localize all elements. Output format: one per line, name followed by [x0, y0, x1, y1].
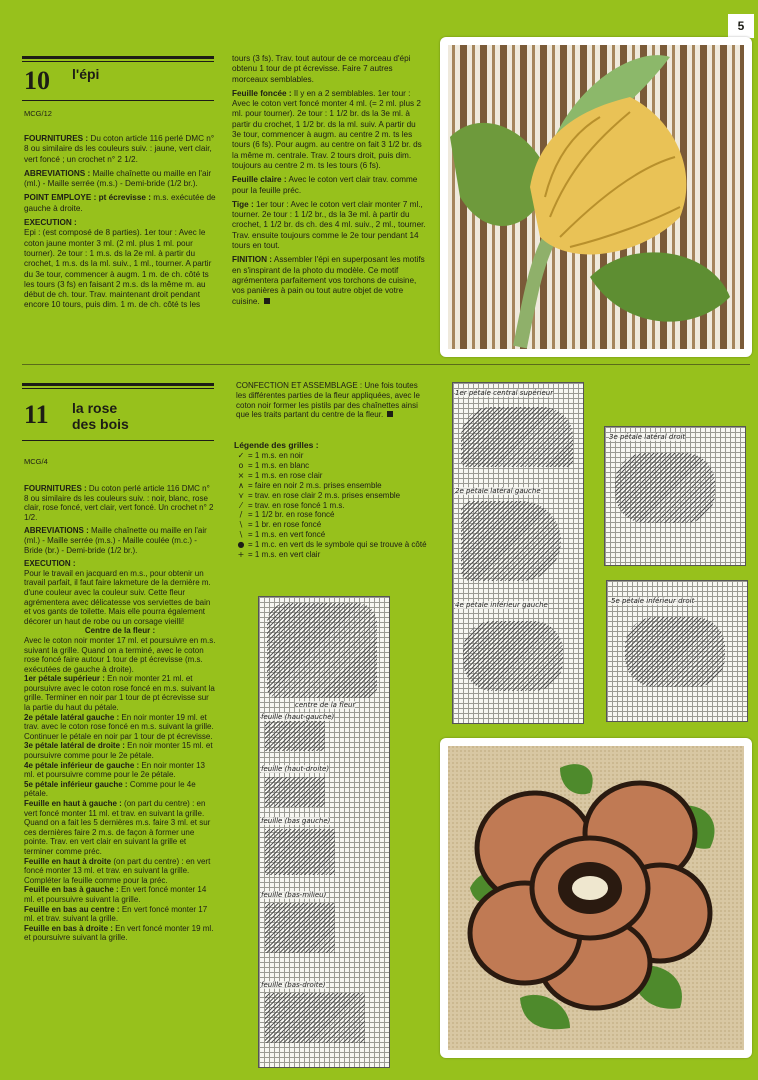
legend-item	[234, 520, 430, 530]
reference-code: MCG/4	[24, 457, 48, 466]
end-mark	[387, 411, 393, 417]
grid-label: feuille (haut-gauche)	[261, 713, 335, 721]
pattern-block	[265, 777, 325, 807]
chart-grid-centre-leaves	[258, 596, 390, 1068]
body-text: En vert foncé monter 14 ml. et poursuivre suivant la grille.	[24, 885, 207, 904]
grid-label: 1er pétale central supérieur	[455, 389, 554, 397]
legend-rows	[234, 451, 430, 560]
label: Tige :	[232, 199, 254, 209]
label: Feuille en bas à gauche :	[24, 885, 119, 895]
legend-item	[234, 491, 430, 501]
section10-col2	[232, 54, 427, 311]
body-text: Maille chaînette ou maille en l'air (ml.) - Maille serrée (m.s.) - Demi-bride (1/2 br.).	[24, 168, 212, 189]
pattern-block	[463, 621, 563, 691]
body-text: En noir monter 21 ml. et poursuivre avec le coton rose foncé en m.s. suivant la grille. Terminer en noir par 1 tour de pt écrevisse sur la partie du haut du pétale.	[24, 674, 215, 713]
section-divider	[22, 364, 750, 365]
legend-item	[234, 501, 430, 511]
legend-symbol: ∧	[238, 480, 244, 490]
legend-title: Légende des grilles :	[234, 440, 319, 450]
chart-grid-petal-5	[606, 580, 748, 722]
label: POINT EMPLOYE : pt écrevisse :	[24, 193, 151, 203]
section11-col1	[24, 484, 216, 943]
rose-photo-illustration	[440, 738, 752, 1058]
body-text: En vert foncé monter 19 ml. et poursuivre suivant la grille.	[24, 923, 214, 943]
legend-symbol: \	[239, 520, 243, 530]
reference-code: MCG/12	[24, 109, 52, 118]
body-text: Assembler l'épi en superposant les motifs en s'inspirant de la photo du modèle. Ce motif agrémentera parfaitement vos torchons de cuisine, vos panières à pain ou tout autre objet de votre cuisine.	[232, 255, 425, 306]
grid-label: 4e pétale inférieur gauche	[455, 601, 548, 609]
legend-text: = 1 m.s. en noir	[248, 451, 304, 460]
legend-text: = 1 br. en rose foncé	[248, 520, 322, 530]
grid-label: 2e pétale latéral gauche	[455, 487, 541, 495]
rule	[22, 56, 214, 59]
photo-rose	[440, 738, 752, 1058]
legend-text: = trav. en rose foncé 1 m.s.	[248, 500, 345, 510]
confection-text	[236, 381, 428, 420]
label: Centre de la fleur :	[84, 626, 156, 636]
pattern-block	[265, 903, 335, 953]
grid-label: feuille (bas-milieu)	[261, 891, 327, 899]
label: Feuille en bas à droite :	[24, 923, 113, 933]
label: Feuille en haut à gauche :	[24, 799, 122, 808]
legend-symbol: ⁄	[240, 500, 242, 510]
body-text: Pour le travail en jacquard en m.s., pour obtenir un travail parfait, il faut faire lakmeture de la dernière m. d'une couleur avec la couleur suiv. Cette fleur agrémentera avec délicatesse vos serviettes de bain et vos gants de toilette. Mais elle pourra également décorer un haut de robe ou un corsage vieilli!	[24, 568, 211, 626]
label: 4e pétale inférieur de gauche :	[24, 760, 140, 770]
legend-text: = faire en noir 2 m.s. prises ensemble	[248, 480, 382, 490]
legend-item	[234, 510, 430, 520]
label: 5e pétale inférieur gauche :	[24, 779, 128, 789]
body-text: tours (3 fs). Trav. tout autour de ce morceau d'épi obtenu 1 tour de pt écrevisse. Faire 7 autres morceaux semblables.	[232, 54, 411, 84]
label: FOURNITURES :	[24, 134, 89, 143]
legend-text: = 1 m.s. en vert clair	[248, 550, 321, 560]
legend-item	[234, 461, 430, 471]
grid-legend	[234, 440, 430, 560]
label: ABREVIATIONS :	[24, 526, 89, 536]
body-text: CONFECTION ET ASSEMBLAGE : Une fois toutes les différentes parties de la fleur appliquées, avec le coton noir former les pistils par des chaînettes ainsi que les traits partant du centre de la fleur.	[236, 381, 420, 420]
pattern-block	[265, 993, 365, 1043]
legend-item	[234, 530, 430, 540]
rule	[22, 61, 214, 62]
legend-symbol: ●	[237, 540, 245, 550]
grid-label: feuille (haut-droite)	[261, 765, 330, 773]
legend-text: = 1 m.c. en vert ds le symbole qui se trouve à côté	[248, 540, 427, 550]
legend-item	[234, 451, 430, 461]
body-text: 1er tour : Avec le coton vert clair monter 7 ml., tourner. 2e tour : 1 1/2 br., ds la 3e ml. à partir du crochet, 1 1/2 br. ds ch. des 4 ml. suiv., 2 ml., tourner. Trav. ensuite toujours comme le 2e tour pendant 14 tours en tout.	[232, 199, 426, 251]
label: FINITION :	[232, 255, 273, 265]
body-text: Avec le coton vert clair trav. comme pour la feuille préc.	[232, 175, 418, 195]
legend-text: = trav. en rose clair 2 m.s. prises ensemble	[248, 490, 401, 500]
label: Feuille en haut à droite	[24, 856, 112, 866]
label: 1er pétale supérieur :	[24, 674, 105, 684]
label: Feuille foncée :	[232, 88, 292, 98]
legend-item	[234, 540, 430, 550]
rule	[22, 100, 214, 101]
section-title	[72, 400, 129, 432]
grid-label: 5e pétale inférieur droit	[611, 597, 695, 605]
pattern-block	[461, 407, 573, 467]
label: 2e pétale latéral gauche :	[24, 712, 120, 722]
label: ABREVIATIONS :	[24, 168, 91, 178]
body-text: Comme pour le 4e pétale.	[24, 779, 196, 799]
section-number: 10	[24, 66, 50, 95]
legend-symbol: ⋎	[238, 490, 244, 500]
label: 3e pétale latéral de droite :	[24, 741, 125, 751]
body-text: Du coton perlé article 116 DMC n° 8 ou similaire ds les couleurs suiv. : noir, blanc, rose clair, rose foncé, vert clair, vert foncé. Un crochet n° 2 1/2.	[24, 484, 214, 522]
body-text: (on part du centre) : en vert foncé monter 13 ml. et trav. en suivant la grille. Compléter la feuille comme pour la préc.	[24, 856, 211, 885]
epi-photo-illustration	[440, 37, 752, 357]
legend-text: = 1 1/2 br. en rose foncé	[248, 510, 335, 520]
rule	[22, 388, 214, 389]
pattern-block	[461, 501, 561, 581]
label: Feuille claire :	[232, 175, 287, 185]
legend-symbol: +	[237, 550, 245, 560]
rule	[22, 440, 214, 441]
section10-col1	[24, 134, 216, 315]
title-line: des bois	[72, 416, 129, 432]
section-number: 11	[24, 400, 49, 429]
pattern-block	[615, 453, 715, 523]
photo-epi	[440, 37, 752, 357]
chart-grid-petal-3	[604, 426, 746, 566]
legend-symbol: \	[239, 530, 243, 540]
pattern-block	[625, 617, 725, 687]
page-number: 5	[728, 14, 754, 38]
legend-text: = 1 m.s. en blanc	[248, 460, 310, 470]
legend-symbol: o	[238, 460, 244, 470]
grid-label: feuille (bas-droite)	[261, 981, 326, 989]
chart-grid-petals-left	[452, 382, 584, 724]
end-mark	[264, 298, 270, 304]
legend-item	[234, 550, 430, 560]
legend-symbol: ✓	[237, 451, 245, 460]
label: EXECUTION :	[24, 559, 76, 569]
body-text: En vert foncé monter 17 ml. et trav. suivant la grille.	[24, 904, 208, 924]
body-text: Du coton article 116 perlé DMC n° 8 ou similaire ds les couleurs suiv. : jaune, vert clair, vert foncé ; un crochet n° 2 1/2.	[24, 134, 215, 164]
body-text: En noir monter 13 ml. et poursuivre comme pour le 2e pétale.	[24, 760, 205, 780]
grid-label: centre de la fleur	[295, 701, 356, 709]
body-text: Avec le coton noir monter 17 ml. et poursuivre en m.s. suivant la grille. Quand on a terminé, avec le coton rose foncé faire autour 1 tour de pt écrevisse (m.s. exécutées de gauche à droite).	[24, 635, 216, 674]
pattern-block	[265, 829, 335, 875]
body-text: En noir monter 15 ml. et poursuivre comme pour le 2e pétale.	[24, 741, 213, 761]
legend-item	[234, 471, 430, 481]
body-text: En noir monter 19 ml. et trav. avec le coton rose foncé en m.s. suivant la grille. Continuer le pétale en noir par 1 tour de pt écrevisse.	[24, 712, 214, 741]
label: FOURNITURES :	[24, 484, 87, 493]
legend-symbol: /	[239, 510, 243, 520]
body-text: Maille chaînette ou maille en l'air (ml.) - Maille serrée (m.s.) - Maille coulée (m.c.) - Bride (br.) - Demi-bride (1/2 br.).	[24, 526, 207, 555]
grid-label: 3e pétale latéral droit	[609, 433, 686, 441]
title-line: la rose	[72, 400, 118, 416]
body-text: m.s. exécutée de gauche à droite.	[24, 193, 216, 213]
pattern-block	[265, 721, 325, 751]
body-text: (on part du centre) : en vert foncé monter 11 ml. et trav. en suivant la grille. Quand on a fait les 5 dernières m.s. faire 3 ml. et sur ces dernières faire 2 m.s. de façon à former une pointe. Trav. en vert clair en suivant la grille et terminer comme préc.	[24, 799, 211, 856]
legend-text: = 1 m.s. en vert foncé	[248, 530, 326, 540]
legend-item	[234, 481, 430, 491]
legend-text: = 1 m.s. en rose clair	[248, 470, 323, 480]
grid-label: feuille (bas gauche)	[261, 817, 331, 825]
pattern-block	[267, 603, 377, 698]
label: Feuille en bas au centre :	[24, 904, 120, 914]
body-text: Epi : (est composé de 8 parties). 1er tour : Avec le coton jaune monter 3 ml. (2 ml. plus 1 ml. pour tourner). 2e tour : 1 m.s. ds la 2e ml. à partir du crochet, 1 m.s. ds la ml. suiv., 1 ml., tourner. A partir du 3e tour, commencer à augm. 1 m. de ch. côté ts les tours (3 fs) en faisant 2 m.s. ds la même m. au début de ch. tour. Trav. maintenant droit pendant encore 10 tours, puis dim. 1 m. de ch. côté ts les	[24, 228, 212, 310]
legend-symbol: ×	[237, 470, 245, 480]
rule	[22, 383, 214, 386]
body-text: Il y en a 2 semblables. 1er tour : Avec le coton vert foncé monter 4 ml. (= 2 ml. plus 2 ml. pour tourner). 2e tour : 1 1/2 br. ds la 3e ml. à partir du crochet, 1 1/2 br. ds la ml. suiv. A partir du 3e tour, commencer à augm. au centre 2 m. ts les tours (6 fs). Pour augm. au centre on fait 3 1/2 br. ds la même m. centrale. Trav. 2 tours droit, puis dim. toujours au centre 2 m. ts les tours (6 fs).	[232, 88, 422, 170]
label: EXECUTION :	[24, 218, 77, 228]
section-title: l'épi	[72, 66, 100, 82]
